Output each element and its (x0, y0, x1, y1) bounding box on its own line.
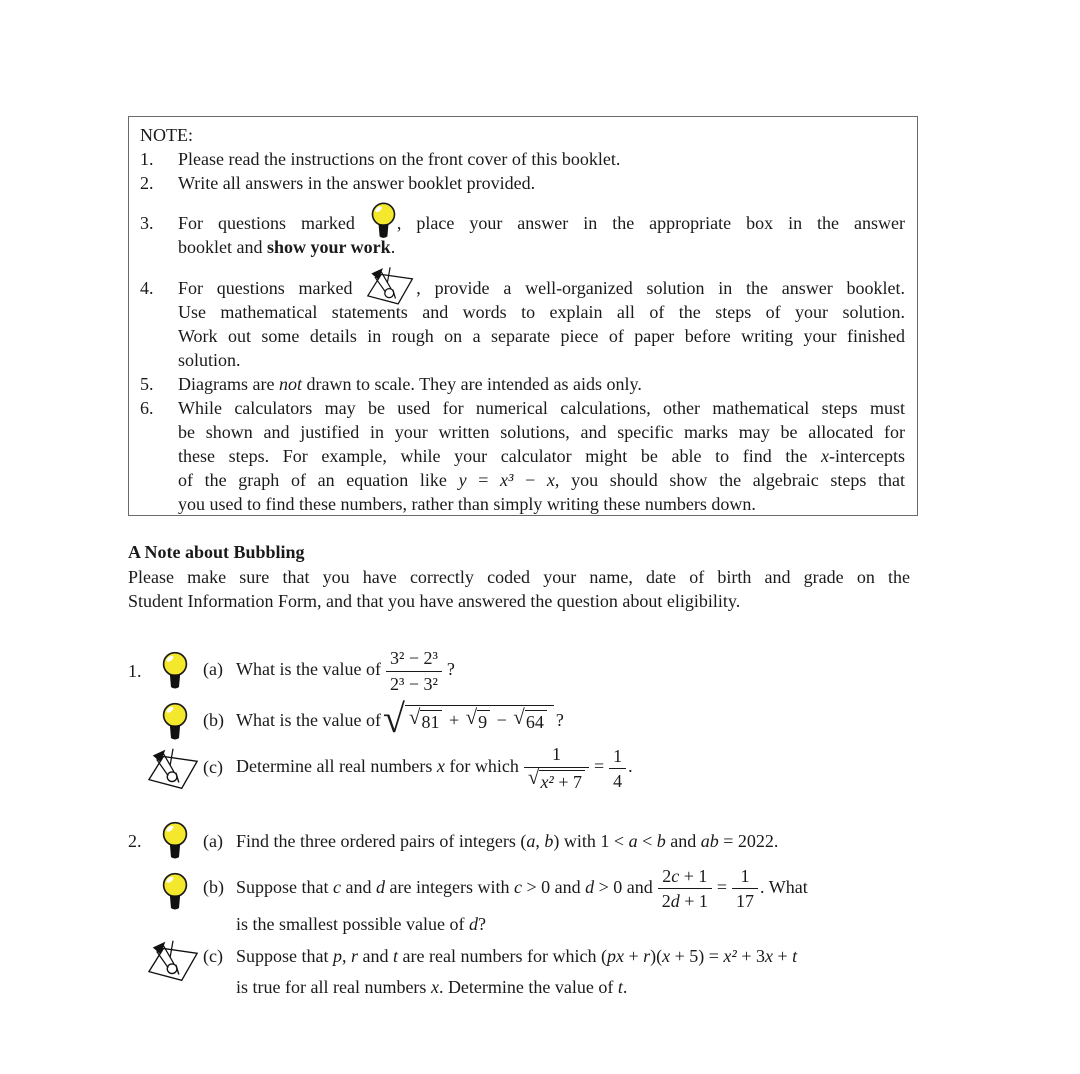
text-run: solution. (178, 350, 241, 370)
math-var: b (656, 830, 666, 851)
radical-sign: √ (527, 765, 540, 790)
text-run: is true for all real numbers (236, 977, 431, 997)
text-run: Diagrams are (178, 374, 279, 394)
radical-sign: √ (465, 705, 478, 730)
text-run: is the smallest possible value of (236, 914, 469, 935)
text-run: Suppose that (236, 876, 333, 897)
math-var: t (792, 946, 798, 966)
note-item-5 (140, 372, 905, 396)
fraction-numerator: 3² − 2³ (386, 648, 442, 671)
note-item-1 (140, 147, 905, 171)
text-run: drawn to scale. They are intended as aids only. (301, 374, 642, 394)
math-operator: + 1 (679, 891, 708, 912)
square-root (527, 765, 585, 793)
text-run: . (628, 756, 633, 777)
question-text-continued (236, 975, 970, 1000)
fraction-denominator (524, 765, 589, 793)
question-1-part-b (128, 696, 970, 745)
math-var: c (513, 876, 522, 897)
math-var: c (333, 876, 341, 897)
math-operator: − (513, 470, 547, 490)
item-number: 2. (140, 173, 154, 193)
fraction-numerator: 1 (732, 866, 758, 889)
text-run: are real numbers for which ( (398, 946, 607, 966)
question-1-part-c (128, 741, 970, 796)
lightbulb-icon (147, 866, 203, 918)
item-text (178, 372, 905, 396)
part-label: (c) (203, 946, 223, 966)
part-label: (b) (203, 710, 224, 731)
text-run: booklet and (178, 237, 267, 257)
fraction-numerator (658, 866, 712, 889)
text-run: you used to find these numbers, rather than simply writing these numbers down. (178, 494, 756, 514)
text-run: for which (444, 756, 519, 777)
math-operator: + 3 (736, 946, 765, 966)
math-operator: = (716, 876, 728, 897)
bubbling-heading: A Note about Bubbling (128, 542, 305, 562)
bold-text: show your work (266, 237, 391, 257)
question-text (203, 648, 970, 693)
question-2-part-c (128, 944, 970, 1000)
fraction-denominator: 2³ − 3² (389, 673, 438, 694)
math-var: r (351, 946, 359, 966)
math-var: x³ (500, 470, 514, 490)
square-root (465, 705, 491, 733)
math-var: d (670, 891, 680, 912)
math-var: a (628, 830, 638, 851)
math-var: x (546, 470, 555, 490)
math-var: a (526, 830, 536, 851)
bubbling-line: Please make sure that you have correctly coded your name, date of birth and grade on the (128, 567, 910, 587)
lightbulb-icon (147, 702, 203, 742)
math-var: y (458, 470, 467, 490)
math-var: d (468, 914, 478, 935)
part-label: (c) (203, 756, 223, 777)
math-operator: + 7 (553, 772, 582, 793)
text-run: . What (760, 876, 808, 897)
radicand: 9 (477, 710, 490, 733)
text-run: > 0 and (521, 876, 586, 897)
nested-square-root (382, 696, 554, 741)
lightbulb-icon (147, 821, 203, 861)
text-run: . (390, 237, 396, 257)
item-text: Write all answers in the answer booklet provided. (178, 173, 536, 193)
pencil-writing-icon (147, 747, 203, 791)
text-run: ) with 1 < (553, 830, 629, 851)
text-run: While calculators may be used for numerical calculations, other mathematical steps must (178, 398, 905, 418)
math-operator: − (492, 710, 512, 730)
question-number: 1. (128, 660, 142, 681)
text-run: . Determine the value of (438, 977, 618, 997)
text-run: . (622, 977, 628, 997)
question-2-part-a (128, 818, 970, 864)
fraction-denominator (658, 889, 712, 911)
math-var: p (333, 946, 342, 966)
math-operator: + (623, 946, 644, 966)
text-run: and (665, 830, 701, 851)
lightbulb-icon (370, 215, 397, 231)
math-operator: = (466, 470, 501, 490)
math-var: x (662, 946, 671, 966)
fraction-denominator: 4 (613, 771, 623, 791)
math-operator: )( (650, 946, 663, 966)
math-var: px (606, 946, 624, 966)
math-operator: = (593, 756, 605, 777)
question-number: 2. (128, 830, 142, 851)
text-run: ? (477, 914, 486, 935)
math-operator: + (444, 710, 464, 730)
math-var: x (821, 446, 830, 466)
question-1-part-a (128, 643, 970, 699)
pencil-writing-icon (366, 280, 416, 296)
text-run: Work out some details in rough on a separate piece of paper before writing your finished (178, 326, 905, 346)
question-text (203, 744, 970, 792)
item-text (178, 211, 905, 259)
fraction (524, 744, 589, 792)
item-text (178, 276, 905, 372)
text-run: , (535, 830, 545, 851)
item-number: 1. (140, 149, 154, 169)
item-text (178, 396, 905, 516)
math-var: x² (540, 772, 554, 793)
item-number: 4. (140, 278, 154, 298)
math-var: x (436, 756, 445, 777)
text-run: ? (555, 710, 564, 731)
radicand: 81 (420, 710, 442, 733)
square-root (408, 705, 443, 733)
text-run: be shown and justified in your written solutions, and specific marks may be allocated for (178, 422, 905, 442)
math-operator: + 1 (679, 866, 708, 886)
part-label: (b) (203, 876, 224, 897)
radical-sign: √ (382, 696, 405, 741)
radicand (539, 770, 585, 792)
bubbling-line: Student Information Form, and that you have answered the question about eligibility. (128, 591, 741, 611)
question-text-continued (236, 912, 970, 937)
math-operator: < (637, 830, 657, 851)
italic-text: not (278, 374, 302, 394)
text-run: ? (446, 659, 455, 680)
text-run: and (341, 876, 376, 897)
question-text (203, 944, 970, 1000)
math-var: x (430, 977, 439, 997)
math-num: 2 (662, 866, 672, 886)
fraction-denominator: 17 (736, 891, 755, 912)
note-item-6 (140, 396, 905, 516)
fraction-numerator: 1 (524, 744, 589, 767)
note-box (128, 116, 918, 516)
item-text: Please read the instructions on the front cover of this booklet. (178, 149, 621, 169)
math-var: d (585, 876, 595, 897)
bubbling-section (128, 540, 910, 613)
math-operator: + 5) = (670, 946, 724, 966)
text-run: For questions marked (178, 213, 370, 233)
text-run: , provide a well-organized solution in the answer booklet. (416, 278, 906, 298)
fraction (386, 648, 442, 693)
text-run: What is the value of (236, 659, 381, 680)
part-label: (a) (203, 830, 223, 851)
radical-sign: √ (408, 705, 421, 730)
note-title: NOTE: (140, 125, 193, 145)
lightbulb-icon (147, 651, 203, 691)
text-run: these steps. For example, while your calculator might be able to find the (178, 446, 822, 466)
text-run: , (342, 946, 351, 966)
math-var: x² (723, 946, 737, 966)
math-var: t (393, 946, 399, 966)
item-number: 6. (140, 398, 154, 418)
question-text (203, 696, 970, 741)
text-run: = 2022. (718, 830, 779, 851)
question-text (203, 831, 970, 852)
math-var: t (617, 977, 623, 997)
math-num: 2 (661, 891, 671, 912)
pencil-writing-icon (147, 944, 203, 978)
item-number: 5. (140, 374, 154, 394)
question-text (203, 866, 970, 937)
text-run: are integers with (385, 876, 514, 897)
item-number: 3. (140, 213, 154, 233)
radicand: 64 (525, 710, 547, 733)
text-run: For questions marked (178, 278, 367, 298)
text-run: and (358, 946, 394, 966)
text-run: -intercepts (829, 446, 905, 466)
text-run: , place your answer in the appropriate box in the answer (396, 213, 905, 233)
math-var: b (544, 830, 554, 851)
text-run: > 0 and (594, 876, 653, 897)
math-var: r (643, 946, 651, 966)
math-var: d (376, 876, 385, 897)
text-run: Suppose that (236, 946, 333, 966)
text-run: of the graph of an equation like (178, 470, 459, 490)
text-run: Determine all real numbers (236, 756, 437, 777)
fraction-numerator: 1 (609, 746, 626, 769)
square-root (513, 705, 547, 733)
note-item-3 (140, 211, 905, 259)
math-var: ab (700, 830, 719, 851)
math-operator: + (772, 946, 793, 966)
fraction (658, 866, 712, 911)
math-var: x (764, 946, 773, 966)
fraction (732, 866, 758, 911)
math-var: c (671, 866, 680, 886)
note-item-4 (140, 276, 905, 372)
text-run: Find the three ordered pairs of integers ( (236, 830, 527, 851)
radical-sign: √ (513, 705, 525, 730)
text-run: Use mathematical statements and words to explain all of the steps of your solution. (178, 302, 905, 322)
note-item-2 (140, 171, 905, 195)
fraction (609, 746, 626, 791)
part-label: (a) (203, 659, 223, 680)
text-run: What is the value of (236, 710, 381, 731)
question-2-part-b (128, 866, 970, 937)
text-run: , you should show the algebraic steps that (554, 470, 905, 490)
